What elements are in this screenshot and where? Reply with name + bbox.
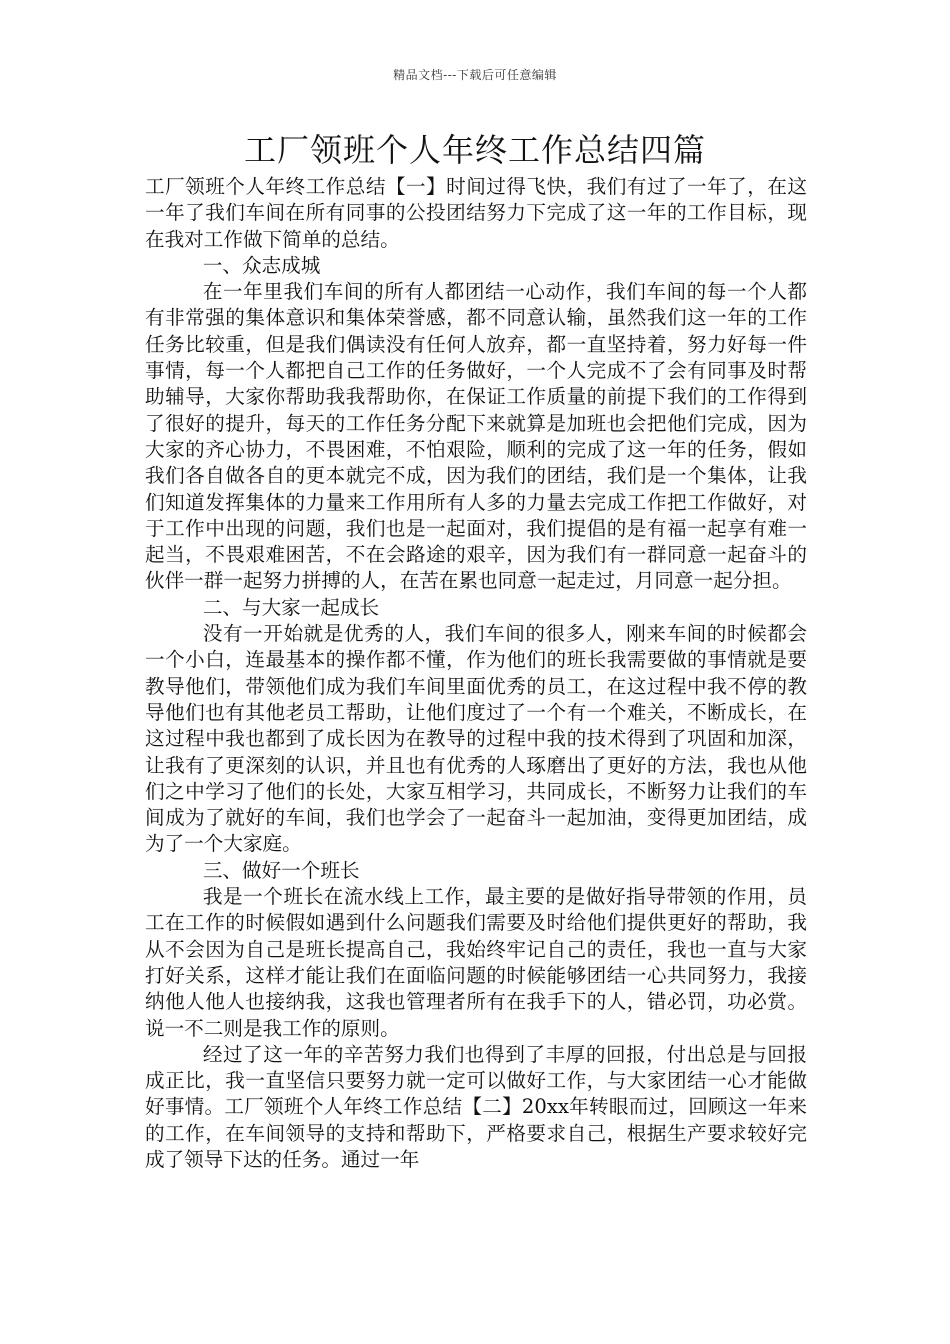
section-heading-3: 三、做好一个班长	[202, 858, 360, 882]
section-heading-2: 二、与大家一起成长	[202, 595, 380, 619]
body-paragraph: 没有一开始就是优秀的人，我们车间的很多人，刚来车间的时候都会一个小白，连最基本的操作都不懂，作为他们的班长我需要做的事情就是要教导他们，带领他们成为我们车间里面优秀的员工，在这过程中我不停的教导他们也有其他老员工帮助，让他们度过了一个有一个难关，不断成长，在这过程中我也都到了成长因为在教导的过程中我的技术得到了巩固和加深，让我有了更深刻的认识，并且也有优秀的人琢磨出了更好的方法，我也从他们之中学习了他们的长处，大家互相学习，共同成长，不断努力让我们的车间成为了就好的车间，我们也学会了一起奋斗一起加油，变得更加团结，成为了一个大家庭。	[145, 622, 807, 856]
body-paragraph: 我是一个班长在流水线上工作，最主要的是做好指导带领的作用，员工在工作的时候假如遇到什么问题我们需要及时给他们提供更好的帮助，我从不会因为自己是班长提高自己，我始终牢记自己的责任，我也一直与大家打好关系，这样才能让我们在面临问题的时候能够团结一心共同努力，我接纳他人他人也接纳我，这我也管理者所有在我手下的人，错必罚，功必赏。说一不二则是我工作的原则。	[145, 885, 807, 1040]
document-title: 工厂领班个人年终工作总结四篇	[243, 131, 706, 169]
body-paragraph: 在一年里我们车间的所有人都团结一心动作，我们车间的每一个人都有非常强的集体意识和集体荣誉感，都不同意认输，虽然我们这一年的工作任务比较重，但是我们偶读没有任何人放弃，都一直坚持着，努力好每一件事情，每一个人都把自己工作的任务做好，一个人完成不了会有同事及时帮助辅导，大家你帮助我我帮助你，在保证工作质量的前提下我们的工作得到了很好的提升，每天的工作任务分配下来就算是加班也会把他们完成，因为大家的齐心协力，不畏困难，不怕艰险，顺利的完成了这一年的任务，假如我们各自做各自的更本就完不成，因为我们的团结，我们是一个集体，让我们知道发挥集体的力量来工作用所有人多的力量去完成工作把工作做好，对于工作中出现的问题，我们也是一起面对，我们提倡的是有福一起享有难一起当，不畏艰难困苦，不在会路途的艰辛，因为我们有一群同意一起奋斗的伙伴一群一起努力拼搏的人，在苦在累也同意一起走过，月同意一起分担。	[145, 280, 807, 593]
header-note: 精品文档---下载后可任意编辑	[393, 68, 557, 82]
document-body	[145, 174, 807, 1173]
intro-paragraph: 工厂领班个人年终工作总结【一】时间过得飞快，我们有过了一年了，在这一年了我们车间在所有同事的公投团结努力下完成了这一年的工作目标，现在我对工作做下简单的总结。	[145, 175, 807, 251]
body-paragraph: 经过了这一年的辛苦努力我们也得到了丰厚的回报，付出总是与回报成正比，我一直坚信只要努力就一定可以做好工作，与大家团结一心才能做好事情。工厂领班个人年终工作总结【二】20xx年转眼而过，回顾这一年来的工作，在车间领导的支持和帮助下，严格要求自己，根据生产要求较好完成了领导下达的任务。通过一年	[145, 1042, 807, 1171]
section-heading-1: 一、众志成城	[202, 253, 321, 277]
